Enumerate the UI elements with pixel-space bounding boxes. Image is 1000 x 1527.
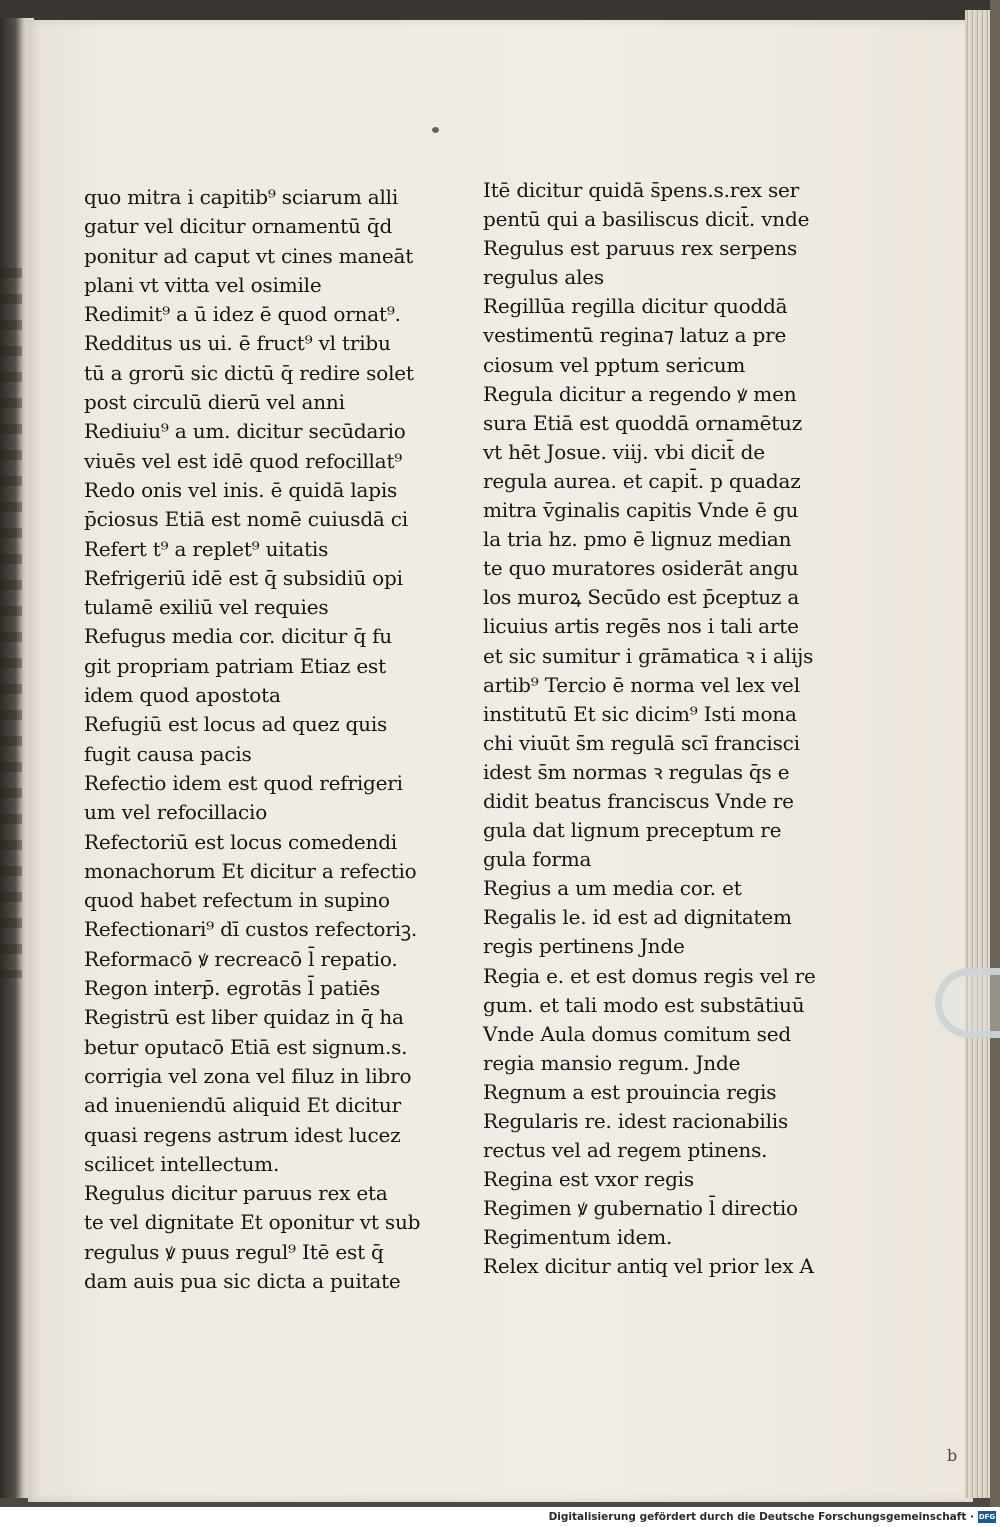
text-line: betur oputacō Etiā est signum.s.	[84, 1034, 408, 1059]
text-line: Regillūa regilla dicitur quoddā	[483, 294, 788, 319]
text-line: Regalis le. id est ad dignitatem	[483, 905, 792, 930]
text-line: corrigia vel zona vel filuz in libro	[84, 1063, 412, 1088]
text-line: Regon interp̄. egrotās l̄ patiēs	[84, 976, 381, 1001]
text-line: los muroꝝ Secūdo est p̄ceptuz a	[483, 585, 800, 610]
text-line: p̄ciosus Etiā est nomē cuiusdā ci	[84, 507, 409, 532]
text-line: dam auis pua sic dicta a puitate	[84, 1268, 401, 1293]
text-line: gatur vel dicitur ornamentū q̄d	[84, 214, 393, 239]
text-line: gula dat lignum preceptum re	[483, 818, 782, 843]
text-line: Refrigeriū idē est q̄ subsidiū opi	[84, 565, 403, 590]
footer-credit: Digitalisierung gefördert durch die Deutsche Forschungsgemeinschaft ·	[548, 1511, 974, 1523]
footer-bar	[0, 1507, 1000, 1527]
text-line: sura Etiā est quoddā ornamētuz	[483, 410, 803, 435]
text-line: regia mansio regum. Jnde	[483, 1050, 741, 1075]
text-line: Regius a um media cor. et	[483, 876, 742, 901]
text-line: la tria hz. pmo ē lignuz median	[483, 527, 792, 552]
text-line: te quo muratores osiderāt angu	[483, 556, 799, 581]
text-line: tulamē exiliū vel requies	[84, 595, 329, 620]
text-line: quo mitra i capitib⁹ sciarum alli	[84, 185, 399, 209]
text-line: regulus ꝟ puus regul⁹ Itē est q̄	[84, 1239, 384, 1264]
text-line: didit beatus franciscus Vnde re	[483, 788, 794, 813]
text-line: git propriam patriam Etiaz est	[84, 653, 386, 678]
text-line: Reformacō ꝟ recreacō l̄ repatio.	[84, 946, 398, 971]
text-line: licuius artis regēs nos i tali arte	[483, 614, 799, 639]
text-line: Itē dicitur quidā s̄pens.s.rex ser	[483, 178, 800, 202]
text-line: Refectoriū est locus comedendi	[84, 829, 398, 854]
text-line: quasi regens astrum idest lucez	[84, 1122, 401, 1147]
text-line: fugit causa pacis	[84, 741, 252, 766]
text-line: post circulū dierū vel anni	[84, 390, 345, 415]
text-line: Regulus dicitur paruus rex eta	[84, 1181, 388, 1206]
left-text-column	[84, 183, 424, 1296]
text-line: um vel refocillacio	[84, 800, 268, 825]
text-line: Relex dicitur antiq vel prior lex A	[483, 1254, 814, 1279]
facing-page-text-fragment	[0, 258, 22, 978]
text-line: Regina est vxor regis	[483, 1167, 694, 1192]
text-line: tū a grorū sic dictū q̄ redire solet	[84, 360, 414, 385]
text-line: chi viuūt s̄m regulā scī francisci	[483, 730, 800, 755]
signature-mark: b	[947, 1446, 958, 1465]
text-line: Rediuiu⁹ a um. dicitur secūdario	[84, 419, 406, 444]
text-line: Refectio idem est quod refrigeri	[84, 770, 403, 795]
page-stack-shadow	[990, 0, 1000, 1507]
text-line: gula forma	[483, 847, 592, 872]
text-line: te vel dignitate Et oponitur vt sub	[84, 1210, 421, 1235]
text-line: Refectionari⁹ dī custos refectoriꝫ.	[84, 917, 417, 942]
text-line: monachorum Et dicitur a refectio	[84, 858, 417, 883]
text-line: institutū Et sic dicim⁹ Isti mona	[483, 701, 797, 726]
text-line: ponitur ad caput vt cines maneāt	[84, 243, 414, 268]
text-line: mitra v̄ginalis capitis Vnde ē gu	[483, 498, 799, 523]
page-clip	[935, 968, 1000, 1038]
text-line: Redditus us ui. ē fruct⁹ vl tribu	[84, 331, 391, 356]
right-text-column	[483, 176, 828, 1282]
text-line: regulus ales	[483, 265, 604, 290]
text-line: artib⁹ Tercio ē norma vel lex vel	[483, 672, 800, 697]
text-line: scilicet intellectum.	[84, 1151, 280, 1176]
dfg-logo-icon: DFG	[978, 1513, 996, 1521]
text-line: ad inueniendū aliquid Et dicitur	[84, 1093, 401, 1118]
text-line: ciosum vel pptum sericum	[483, 352, 746, 377]
text-line: Vnde Aula domus comitum sed	[483, 1021, 791, 1046]
text-line: Regia e. et est domus regis vel re	[483, 963, 816, 988]
text-line: viuēs vel est idē quod refocillat⁹	[84, 448, 403, 473]
text-line: Regula dicitur a regendo ꝟ men	[483, 381, 797, 406]
text-line: regula aurea. et capit̄. p quadaz	[483, 468, 801, 493]
text-line: Regulus est paruus rex serpens	[483, 236, 798, 261]
text-line: vestimentū regina⁊ latuz a pre	[483, 323, 787, 348]
text-line: Regularis re. idest racionabilis	[483, 1109, 789, 1133]
text-line: regis pertinens Jnde	[483, 934, 685, 959]
text-line: quod habet refectum in supino	[84, 888, 390, 913]
text-line: gum. et tali modo est substātiuū	[483, 992, 805, 1017]
text-line: Refugus media cor. dicitur q̄ fu	[84, 624, 392, 649]
text-line: vt hēt Josue. viij. vbi dicit̄ de	[483, 439, 765, 464]
text-line: Regimentum idem.	[483, 1225, 673, 1250]
text-line: Redo onis vel inis. ē quidā lapis	[84, 477, 398, 502]
text-line: Regnum a est prouincia regis	[483, 1079, 777, 1104]
text-line: Regimen ꝟ gubernatio l̄ directio	[483, 1196, 798, 1221]
text-line: plani vt vitta vel osimile	[84, 272, 322, 297]
text-line: Registrū est liber quidaz in q̄ ha	[84, 1005, 404, 1030]
text-line: Refugiū est locus ad quez quis	[84, 712, 388, 737]
text-line: Refert t⁹ a replet⁹ uitatis	[84, 536, 329, 561]
text-line: pentū qui a basiliscus dicit̄. vnde	[483, 207, 810, 232]
text-line: Redimit⁹ a ū idez ē quod ornat⁹.	[84, 302, 401, 327]
text-line: rectus vel ad regem ptinens.	[483, 1138, 768, 1163]
text-line: idest s̄m normas ꝛ regulas q̄s e	[483, 759, 790, 784]
text-line: et sic sumitur i grāmatica ꝛ i alijs	[483, 643, 814, 668]
text-line: idem quod apostota	[84, 683, 281, 708]
ink-blot	[432, 127, 439, 133]
